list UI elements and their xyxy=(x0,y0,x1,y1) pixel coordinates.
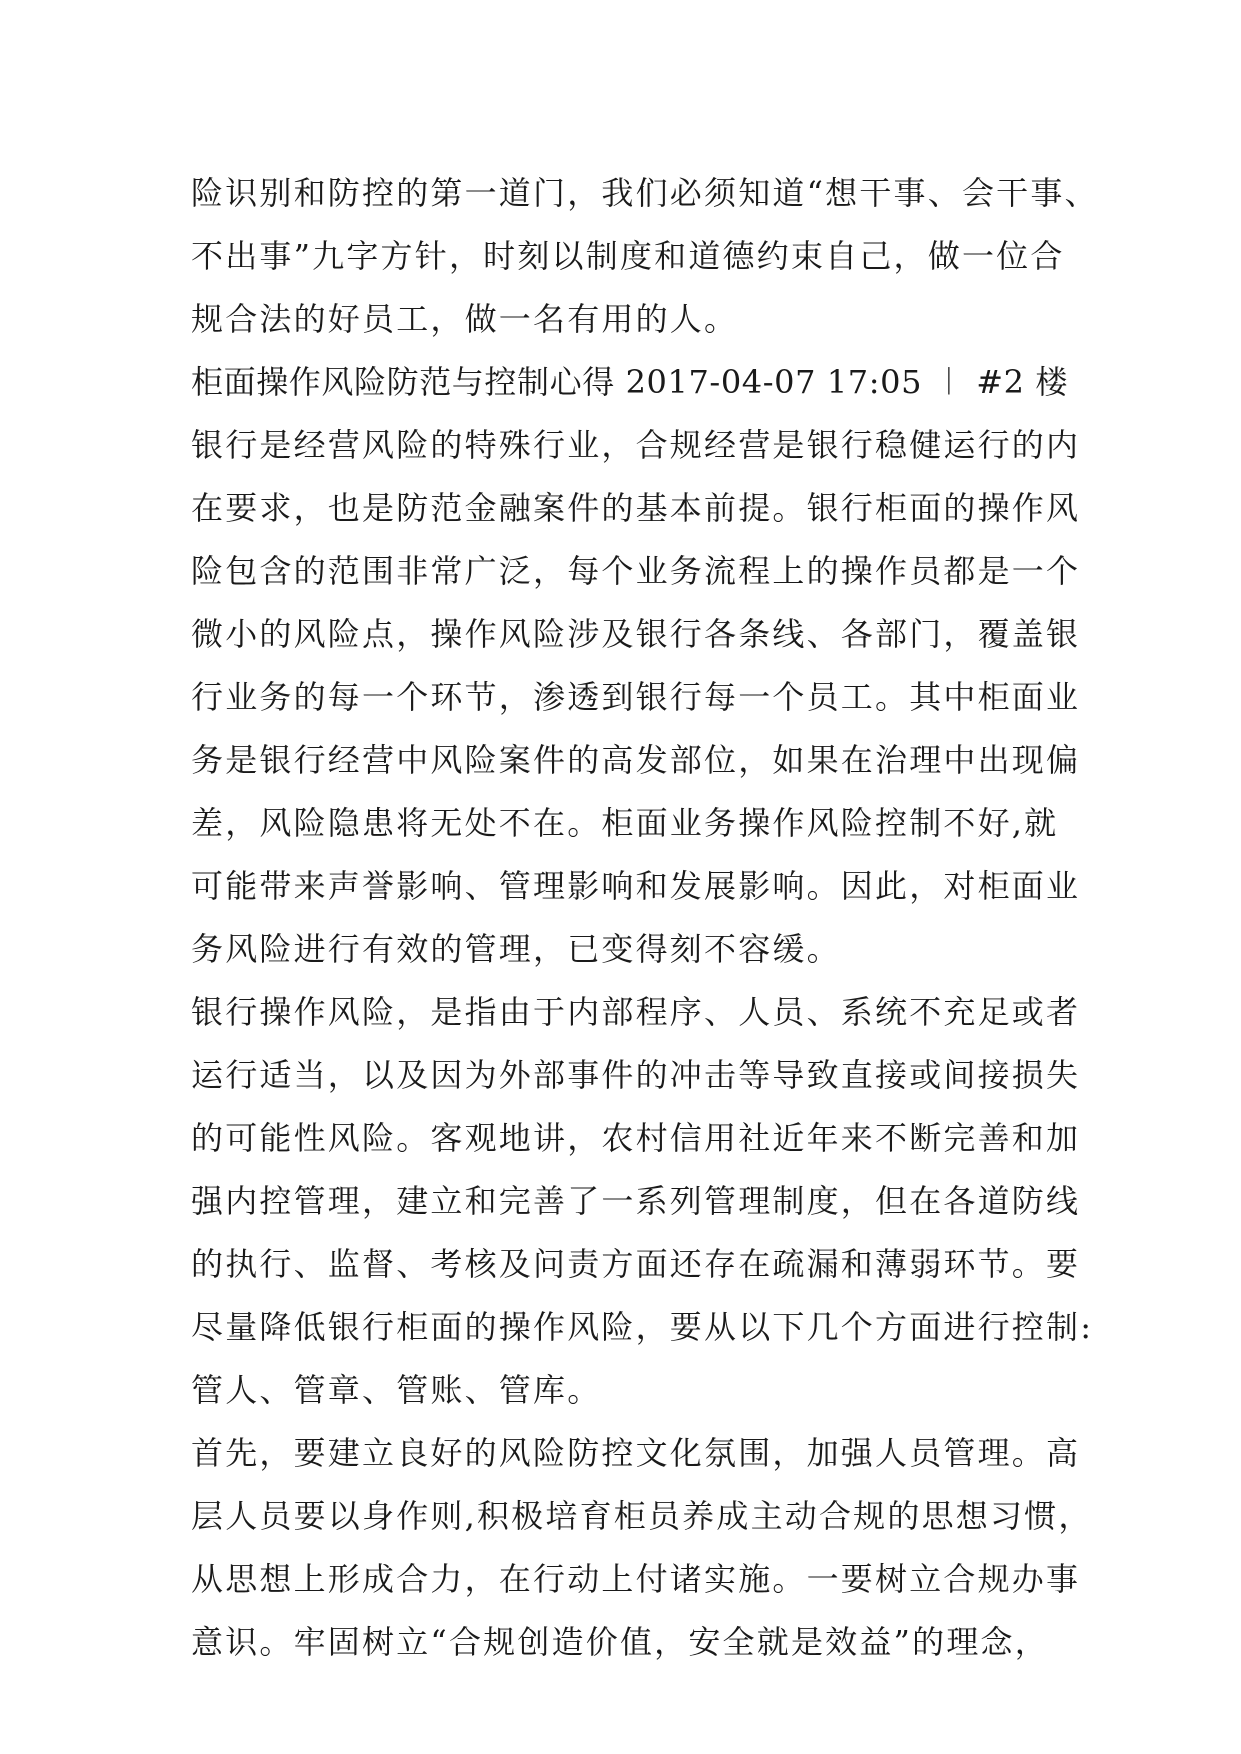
text-line: 强内控管理，建立和完善了一系列管理制度，但在各道防线 xyxy=(191,1182,1081,1220)
text-line: 规合法的好员工，做一名有用的人。 xyxy=(191,300,739,338)
text-line: 险包含的范围非常广泛，每个业务流程上的操作员都是一个 xyxy=(191,552,1081,590)
text-line: 的可能性风险。客观地讲，农村信用社近年来不断完善和加 xyxy=(191,1119,1081,1157)
text-line: 务风险进行有效的管理，已变得刻不容缓。 xyxy=(191,930,841,968)
text-line: 差，风险隐患将无处不在。柜面业务操作风险控制不好,就 xyxy=(191,804,1059,842)
text-line: 运行适当，以及因为外部事件的冲击等导致直接或间接损失 xyxy=(191,1056,1081,1094)
text-line: 务是银行经营中风险案件的高发部位，如果在治理中出现偏 xyxy=(191,741,1081,779)
text-line: 尽量降低银行柜面的操作风险，要从以下几个方面进行控制: xyxy=(191,1308,1094,1346)
text-line: 可能带来声誉影响、管理影响和发展影响。因此，对柜面业 xyxy=(191,867,1081,905)
text-line: 的执行、监督、考核及问责方面还存在疏漏和薄弱环节。要 xyxy=(191,1245,1081,1283)
post-header-line: 柜面操作风险防范与控制心得 2017-04-07 17:05 ︱ #2 楼 xyxy=(191,363,1068,401)
text-line: 银行操作风险，是指由于内部程序、人员、系统不充足或者 xyxy=(191,993,1081,1031)
text-line: 意识。牢固树立“合规创造价值，安全就是效益”的理念， xyxy=(191,1623,1049,1661)
document-body xyxy=(191,162,1099,1674)
text-line: 微小的风险点，操作风险涉及银行各条线、各部门，覆盖银 xyxy=(191,615,1081,653)
text-line: 在要求，也是防范金融案件的基本前提。银行柜面的操作风 xyxy=(191,489,1081,527)
text-line: 从思想上形成合力，在行动上付诸实施。一要树立合规办事 xyxy=(191,1560,1081,1598)
text-line: 银行是经营风险的特殊行业，合规经营是银行稳健运行的内 xyxy=(191,426,1081,464)
text-line: 不出事”九字方针，时刻以制度和道德约束自己，做一位合 xyxy=(191,237,1065,275)
text-line: 层人员要以身作则,积极培育柜员养成主动合规的思想习惯， xyxy=(191,1497,1093,1535)
text-line: 管人、管章、管账、管库。 xyxy=(191,1371,602,1409)
text-line: 行业务的每一个环节，渗透到银行每一个员工。其中柜面业 xyxy=(191,678,1081,716)
text-line: 险识别和防控的第一道门，我们必须知道“想干事、会干事、 xyxy=(191,174,1099,212)
text-line: 首先，要建立良好的风险防控文化氛围，加强人员管理。高 xyxy=(191,1434,1081,1472)
